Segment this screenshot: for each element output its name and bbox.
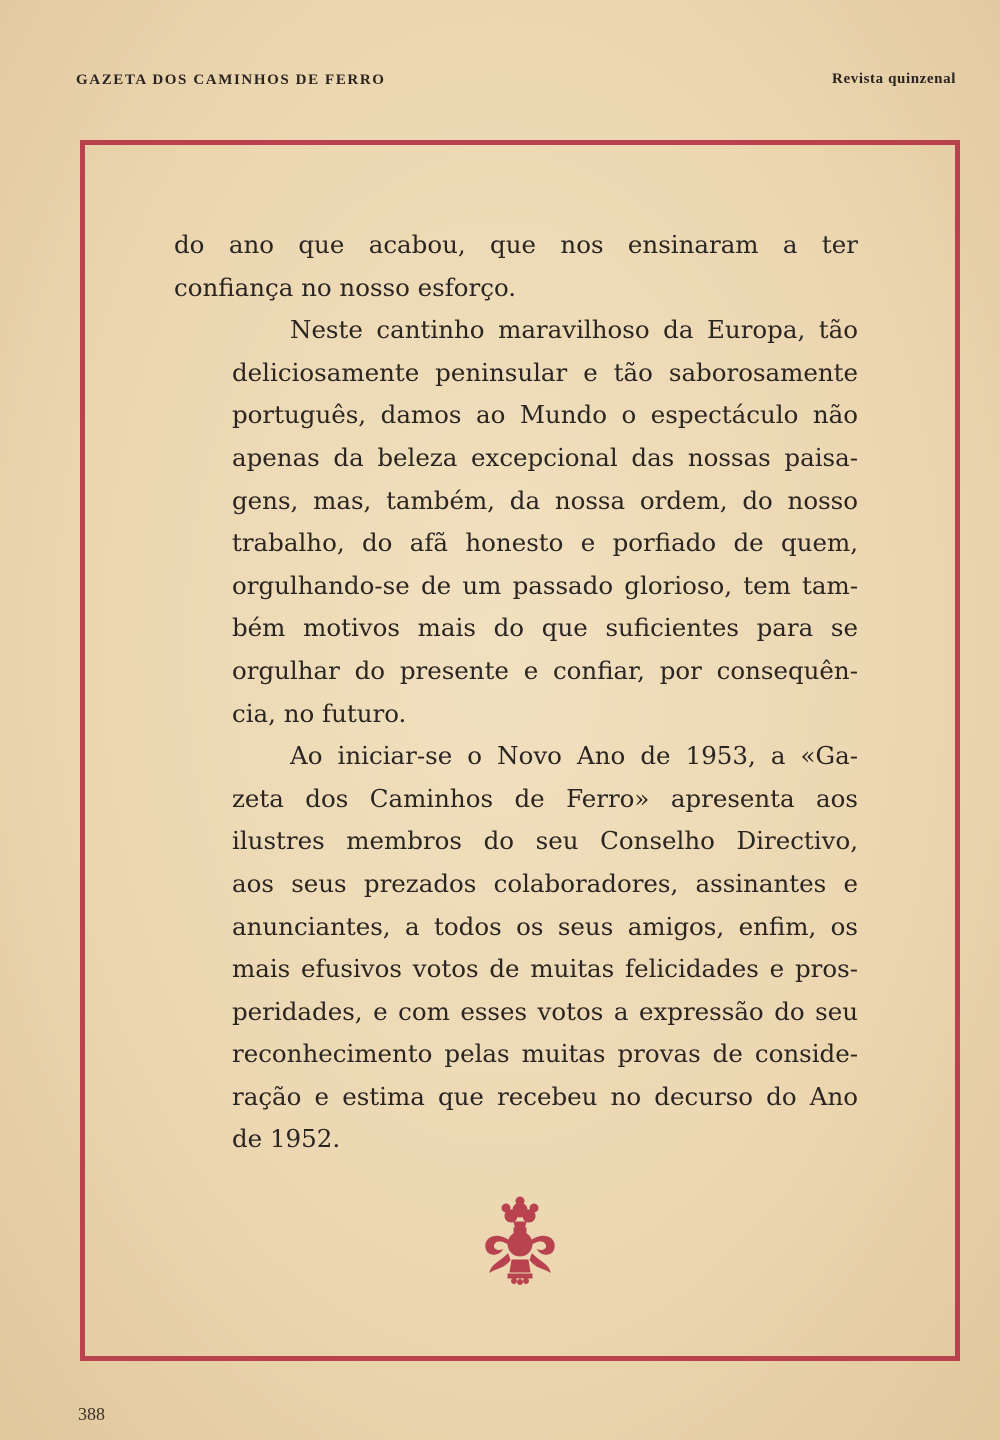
- text-line: ilustres membros do seu Conselho Directivo,: [232, 826, 858, 856]
- paragraph-2: [174, 309, 858, 735]
- text-line: deliciosamente peninsular e tão saborosamente: [232, 357, 858, 387]
- text-line: mais efusivos votos de muitas felicidades e pros-: [232, 954, 858, 984]
- text-line: zeta dos Caminhos de Ferro» apresenta aos: [232, 783, 858, 813]
- page-header-subtitle: Revista quinzenal: [832, 71, 956, 87]
- floral-crest-ornament-icon: [478, 1196, 562, 1286]
- text-line: cia, no futuro.: [232, 698, 407, 728]
- text-line: orgulhando-se de um passado glorioso, tem tam-: [232, 570, 858, 600]
- page-header-title: GAZETA DOS CAMINHOS DE FERRO: [76, 72, 386, 88]
- body-text: [174, 224, 858, 1161]
- text-line: apenas da beleza excepcional das nossas paisa-: [232, 442, 858, 472]
- text-line: anunciantes, a todos os seus amigos, enfim, os: [232, 911, 858, 941]
- text-line: confiança no nosso esforço.: [174, 272, 517, 302]
- page-number: 388: [78, 1404, 105, 1424]
- text-line: bém motivos mais do que suficientes para se: [232, 613, 858, 643]
- text-line: do ano que acabou, que nos ensinaram a ter: [174, 230, 858, 259]
- frame-border-left: [80, 140, 85, 1361]
- text-line: peridades, e com esses votos a expressão do seu: [232, 996, 858, 1026]
- paragraph-3: [174, 735, 858, 1161]
- text-line: português, damos ao Mundo o espectáculo não: [232, 400, 858, 430]
- text-line: aos seus prezados colaboradores, assinantes e: [232, 868, 858, 898]
- text-line: gens, mas, também, da nossa ordem, do nosso: [232, 485, 858, 515]
- frame-border-top: [80, 140, 960, 145]
- frame-border-right: [955, 140, 960, 1361]
- text-line: Ao iniciar-se o Novo Ano de 1953, a «Ga-: [290, 741, 858, 771]
- frame-border-bottom: [80, 1356, 960, 1361]
- text-line: ração e estima que recebeu no decurso do Ano: [232, 1081, 858, 1111]
- text-line: orgulhar do presente e confiar, por consequên-: [232, 655, 858, 685]
- text-line: de 1952.: [232, 1124, 341, 1154]
- text-line: Neste cantinho maravilhoso da Europa, tão: [290, 315, 858, 345]
- text-line: reconhecimento pelas muitas provas de conside-: [232, 1039, 858, 1069]
- paragraph-1: [174, 224, 858, 309]
- text-line: trabalho, do afã honesto e porfiado de quem,: [232, 528, 858, 558]
